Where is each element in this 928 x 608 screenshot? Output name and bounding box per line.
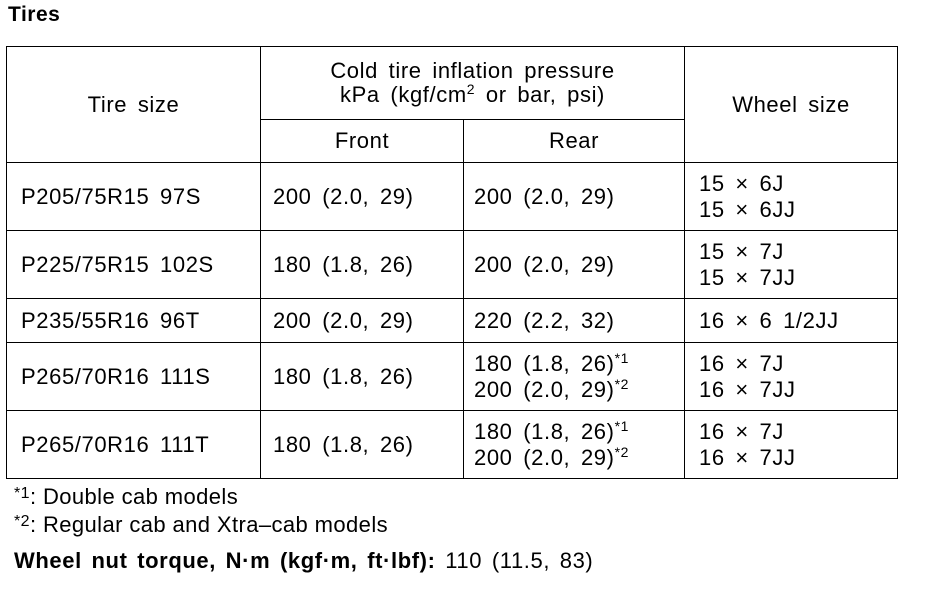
- rear-pressure-value: 200 (2.0, 29): [474, 444, 615, 470]
- footnote-text: : Regular cab and Xtra–cab models: [29, 512, 389, 537]
- footnote-mark: *1: [14, 485, 30, 502]
- rear-pressure-cell: [464, 299, 685, 343]
- header-wheel-size: Wheel size: [685, 47, 898, 163]
- footnote-marker: *2: [614, 443, 629, 460]
- rear-pressure-cell: [464, 231, 685, 299]
- torque-value: 110 (11.5, 83): [435, 548, 594, 573]
- rear-pressure-line: [474, 377, 684, 403]
- wheel-size-value: 16 × 7J: [699, 418, 784, 444]
- table-row: [7, 411, 898, 479]
- wheel-size-value: 16 × 7JJ: [699, 444, 796, 470]
- wheel-size-value: 15 × 7JJ: [699, 264, 796, 290]
- wheel-size-value: 16 × 7J: [699, 350, 784, 376]
- header-tire-size: Tire size: [7, 47, 261, 163]
- footnote-regular-cab: [14, 512, 388, 538]
- wheel-size-cell: [685, 299, 898, 343]
- header-pressure-units-pre: kPa (kgf/cm: [340, 82, 467, 107]
- torque-label: Wheel nut torque, N·m (kgf·m, ft·lbf):: [14, 548, 436, 573]
- wheel-size-value: 16 × 7JJ: [699, 376, 796, 402]
- wheel-size-value: 15 × 7J: [699, 238, 784, 264]
- front-pressure-cell: 180 (1.8, 26): [261, 411, 464, 479]
- rear-pressure-value: 200 (2.0, 29): [474, 183, 615, 209]
- tire-size-cell: P235/55R16 96T: [7, 299, 261, 343]
- footnote-marker: *1: [614, 349, 629, 366]
- footnote-text: : Double cab models: [29, 484, 239, 509]
- wheel-size-cell: [685, 411, 898, 479]
- rear-pressure-value: 180 (1.8, 26): [474, 350, 615, 376]
- front-pressure-cell: 200 (2.0, 29): [261, 163, 464, 231]
- tire-size-cell: P225/75R15 102S: [7, 231, 261, 299]
- tire-size-cell: P265/70R16 111T: [7, 411, 261, 479]
- footnote-marker: *2: [614, 375, 629, 392]
- rear-pressure-line: [474, 445, 684, 471]
- rear-pressure-cell: [464, 411, 685, 479]
- header-pressure-line1: Cold tire inflation pressure: [330, 58, 615, 83]
- wheel-size-value: 15 × 6J: [699, 170, 784, 196]
- tire-spec-table: [6, 46, 898, 479]
- rear-pressure-value: 180 (1.8, 26): [474, 418, 615, 444]
- table-row: [7, 343, 898, 411]
- header-rear: Rear: [464, 120, 685, 163]
- rear-pressure-line: [474, 351, 684, 377]
- rear-pressure-cell: [464, 163, 685, 231]
- section-title: Tires: [8, 3, 61, 26]
- front-pressure-cell: 180 (1.8, 26): [261, 343, 464, 411]
- wheel-size-value: 15 × 6JJ: [699, 196, 796, 222]
- rear-pressure-value: 200 (2.0, 29): [474, 376, 615, 402]
- tire-size-cell: P205/75R15 97S: [7, 163, 261, 231]
- header-front: Front: [261, 120, 464, 163]
- wheel-size-value: 16 × 6 1/2JJ: [699, 307, 839, 333]
- table-header-row: [7, 47, 898, 120]
- rear-pressure-value: 200 (2.0, 29): [474, 251, 615, 277]
- rear-pressure-cell: [464, 343, 685, 411]
- header-pressure-units-sup: 2: [466, 81, 476, 97]
- table-row: [7, 163, 898, 231]
- wheel-size-cell: [685, 163, 898, 231]
- wheel-nut-torque: [14, 548, 593, 574]
- front-pressure-cell: 180 (1.8, 26): [261, 231, 464, 299]
- footnote-mark: *2: [14, 513, 30, 530]
- table-row: [7, 299, 898, 343]
- wheel-size-cell: [685, 231, 898, 299]
- wheel-size-cell: [685, 343, 898, 411]
- rear-pressure-line: [474, 419, 684, 445]
- header-pressure: [261, 47, 685, 120]
- header-pressure-units: [261, 83, 684, 107]
- tire-size-cell: P265/70R16 111S: [7, 343, 261, 411]
- header-pressure-units-post: or bar, psi): [475, 82, 605, 107]
- table-row: [7, 231, 898, 299]
- footnote-double-cab: [14, 484, 238, 510]
- front-pressure-cell: 200 (2.0, 29): [261, 299, 464, 343]
- rear-pressure-value: 220 (2.2, 32): [474, 307, 615, 333]
- footnote-marker: *1: [614, 417, 629, 434]
